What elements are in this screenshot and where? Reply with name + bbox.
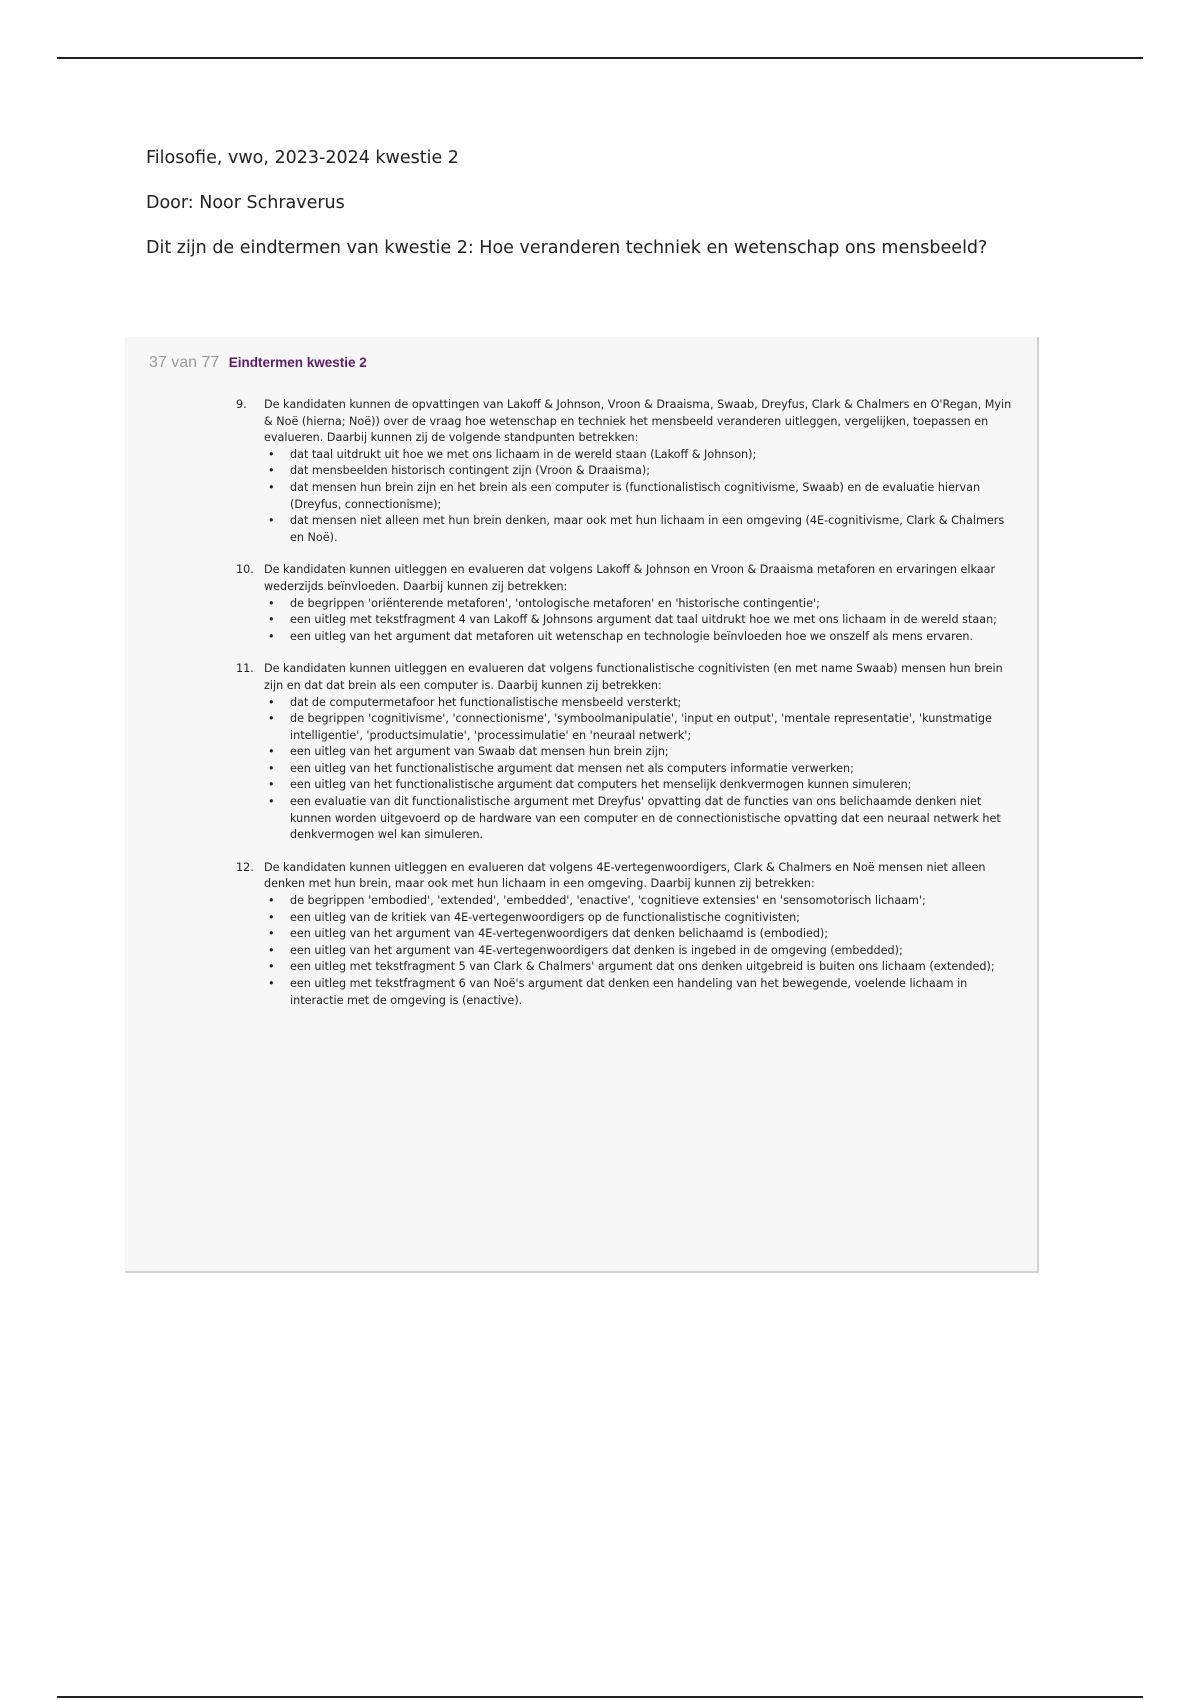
bullet-icon: • — [268, 910, 275, 924]
list-item — [264, 794, 1014, 844]
list-item — [264, 910, 1014, 927]
bullet-icon: • — [268, 761, 275, 775]
bullet-icon: • — [268, 514, 275, 528]
bullet-text: dat mensbeelden historisch contingent zijn (Vroon & Draaisma); — [290, 464, 650, 478]
bullet-icon: • — [268, 596, 275, 610]
list-item — [264, 711, 1014, 744]
bullet-icon: • — [268, 778, 275, 792]
list-item — [264, 744, 1014, 761]
scan-title: Eindtermen kwestie 2 — [228, 355, 367, 370]
bullet-icon: • — [268, 712, 275, 726]
list-item — [264, 596, 1014, 613]
list-item — [264, 480, 1014, 513]
bottom-rule — [57, 1696, 1143, 1698]
bullet-text: een uitleg met tekstfragment 4 van Lakoff & Johnsons argument dat taal uitdrukt hoe we met ons lichaam in de wereld staan; — [290, 613, 997, 627]
bullet-icon: • — [268, 447, 275, 461]
bullet-text: een uitleg van het argument van 4E-vertegenwoordigers dat denken belichaamd is (embodied); — [290, 927, 829, 941]
list-item — [264, 777, 1014, 794]
objective-item — [236, 397, 1014, 546]
bullet-text: dat mensen hun brein zijn en het brein als een computer is (functionalistisch cognitivisme, Swaab) en de evaluatie hiervan (Dreyfus, connectionisme); — [290, 480, 981, 511]
bullet-text: dat taal uitdrukt uit hoe we met ons lichaam in de wereld staan (Lakoff & Johnson); — [290, 447, 757, 461]
list-item — [264, 629, 1014, 646]
bullet-icon: • — [268, 894, 275, 908]
objective-number: 9. — [236, 398, 247, 411]
bullet-text: een uitleg van het argument van Swaab dat mensen hun brein zijn; — [290, 745, 669, 759]
bullet-icon: • — [268, 745, 275, 759]
bullet-icon: • — [268, 695, 275, 709]
list-item — [264, 893, 1014, 910]
objective-bullet-list — [264, 893, 1014, 1009]
description-line: Dit zijn de eindtermen van kwestie 2: Hoe veranderen techniek en wetenschap ons mensbeeld? — [146, 238, 988, 258]
bullet-icon: • — [268, 943, 275, 957]
bullet-text: de begrippen 'cognitivisme', 'connectionisme', 'symboolmanipulatie', 'input en output', 'mentale representatie', 'kunstmatige intelligentie', 'productsimulatie', 'processimulatie' en 'neuraal netwerk'; — [290, 712, 992, 742]
list-item — [264, 926, 1014, 943]
list-item — [264, 463, 1014, 480]
bullet-text: de begrippen 'oriënterende metaforen', 'ontologische metaforen' en 'historische contingentie'; — [290, 596, 820, 610]
intro-block — [146, 146, 1106, 281]
bullet-text: een uitleg van het argument van 4E-vertegenwoordigers dat denken is ingebed in de omgeving (embedded); — [290, 943, 903, 957]
bullet-text: dat mensen niet alleen met hun brein denken, maar ook met hun lichaam in een omgeving (4E-cognitivisme, Clark & Chalmers en Noë). — [290, 514, 1005, 544]
scanned-exam-page — [125, 337, 1039, 1273]
objective-bullet-list — [264, 447, 1014, 547]
bullet-icon: • — [268, 795, 275, 809]
bullet-text: een uitleg van de kritiek van 4E-vertegenwoordigers op de functionalistische cognitivisten; — [290, 910, 800, 924]
objective-number: 12. — [236, 860, 254, 874]
learning-objectives — [236, 397, 1014, 1025]
bullet-text: de begrippen 'embodied', 'extended', 'embedded', 'enactive', 'cognitieve extensies' en 'sensomotorisch lichaam'; — [290, 894, 926, 908]
bullet-text: een uitleg van het argument dat metaforen uit wetenschap en technologie beïnvloeden hoe we onszelf als mens ervaren. — [290, 629, 974, 643]
list-item — [264, 695, 1014, 712]
objective-text: De kandidaten kunnen de opvattingen van Lakoff & Johnson, Vroon & Draaisma, Swaab, Dreyfus, Clark & Chalmers en O'Regan, Myin & Noë (hierna; Noë)) over de vraag hoe wetenschap en techniek het mensbeeld veranderen uitleggen, vergelijken, toepassen en evalueren. Daarbij kunnen zij de volgende standpunten betrekken: — [264, 398, 1012, 445]
objective-item — [236, 562, 1014, 645]
objective-text: De kandidaten kunnen uitleggen en evalueren dat volgens 4E-vertegenwoordigers, Clark & Chalmers en Noë mensen niet alleen denken met hun brein, maar ook met hun lichaam in een omgeving. Daarbij kunnen zij betrekken: — [264, 860, 986, 891]
bullet-icon: • — [268, 977, 275, 990]
objective-text: De kandidaten kunnen uitleggen en evalueren dat volgens Lakoff & Johnson en Vroon & Draaisma metaforen en ervaringen elkaar wederzijds beïnvloeden. Daarbij kunnen zij betrekken: — [264, 563, 996, 593]
bullet-text: een uitleg met tekstfragment 5 van Clark & Chalmers' argument dat ons denken uitgebreid is buiten ons lichaam (extended); — [290, 960, 995, 974]
list-item — [264, 976, 1014, 1009]
objective-bullet-list — [264, 695, 1014, 844]
list-item — [264, 612, 1014, 629]
author-line: Door: Noor Schraverus — [146, 193, 345, 213]
list-item — [264, 761, 1014, 778]
bullet-icon: • — [268, 613, 275, 627]
list-item — [264, 943, 1014, 960]
list-item — [264, 959, 1014, 976]
objective-number: 10. — [236, 563, 254, 577]
objective-number: 11. — [236, 662, 254, 676]
bullet-icon: • — [268, 960, 275, 974]
bullet-text: een uitleg met tekstfragment 6 van Noë's argument dat denken een handeling van het bewegende, voelende lichaam in interactie met de omgeving is (enactive). — [290, 977, 968, 1007]
top-rule — [57, 57, 1143, 59]
objective-text: De kandidaten kunnen uitleggen en evalueren dat volgens functionalistische cognitivisten (en met name Swaab) mensen hun brein zijn en dat dat brein als een computer is. Daarbij kunnen zij betrekken: — [264, 662, 1003, 692]
bullet-icon: • — [268, 480, 275, 494]
bullet-text: een uitleg van het functionalistische argument dat mensen net als computers informatie verwerken; — [290, 761, 854, 775]
list-item — [264, 447, 1014, 464]
bullet-icon: • — [268, 464, 275, 478]
bullet-text: dat de computermetafoor het functionalistische mensbeeld versterkt; — [290, 695, 682, 709]
bullet-icon: • — [268, 629, 275, 643]
bullet-icon: • — [268, 927, 275, 941]
objective-item — [236, 860, 1014, 1009]
bullet-text: een evaluatie van dit functionalistische argument met Dreyfus' opvatting dat de functies van ons belichaamde denken niet kunnen worden uitgevoerd op de hardware van een computer en de connectionistische opvatting dat een neuraal netwerk het denkvermogen wel kan simuleren. — [290, 795, 1001, 842]
bullet-text: een uitleg van het functionalistische argument dat computers het menselijk denkvermogen kunnen simuleren; — [290, 778, 912, 792]
scan-header — [149, 354, 367, 372]
objective-item — [236, 661, 1014, 844]
objective-bullet-list — [264, 596, 1014, 646]
page-number: 37 van 77 — [149, 354, 220, 371]
course-line: Filosofie, vwo, 2023-2024 kwestie 2 — [146, 148, 459, 168]
list-item — [264, 513, 1014, 546]
